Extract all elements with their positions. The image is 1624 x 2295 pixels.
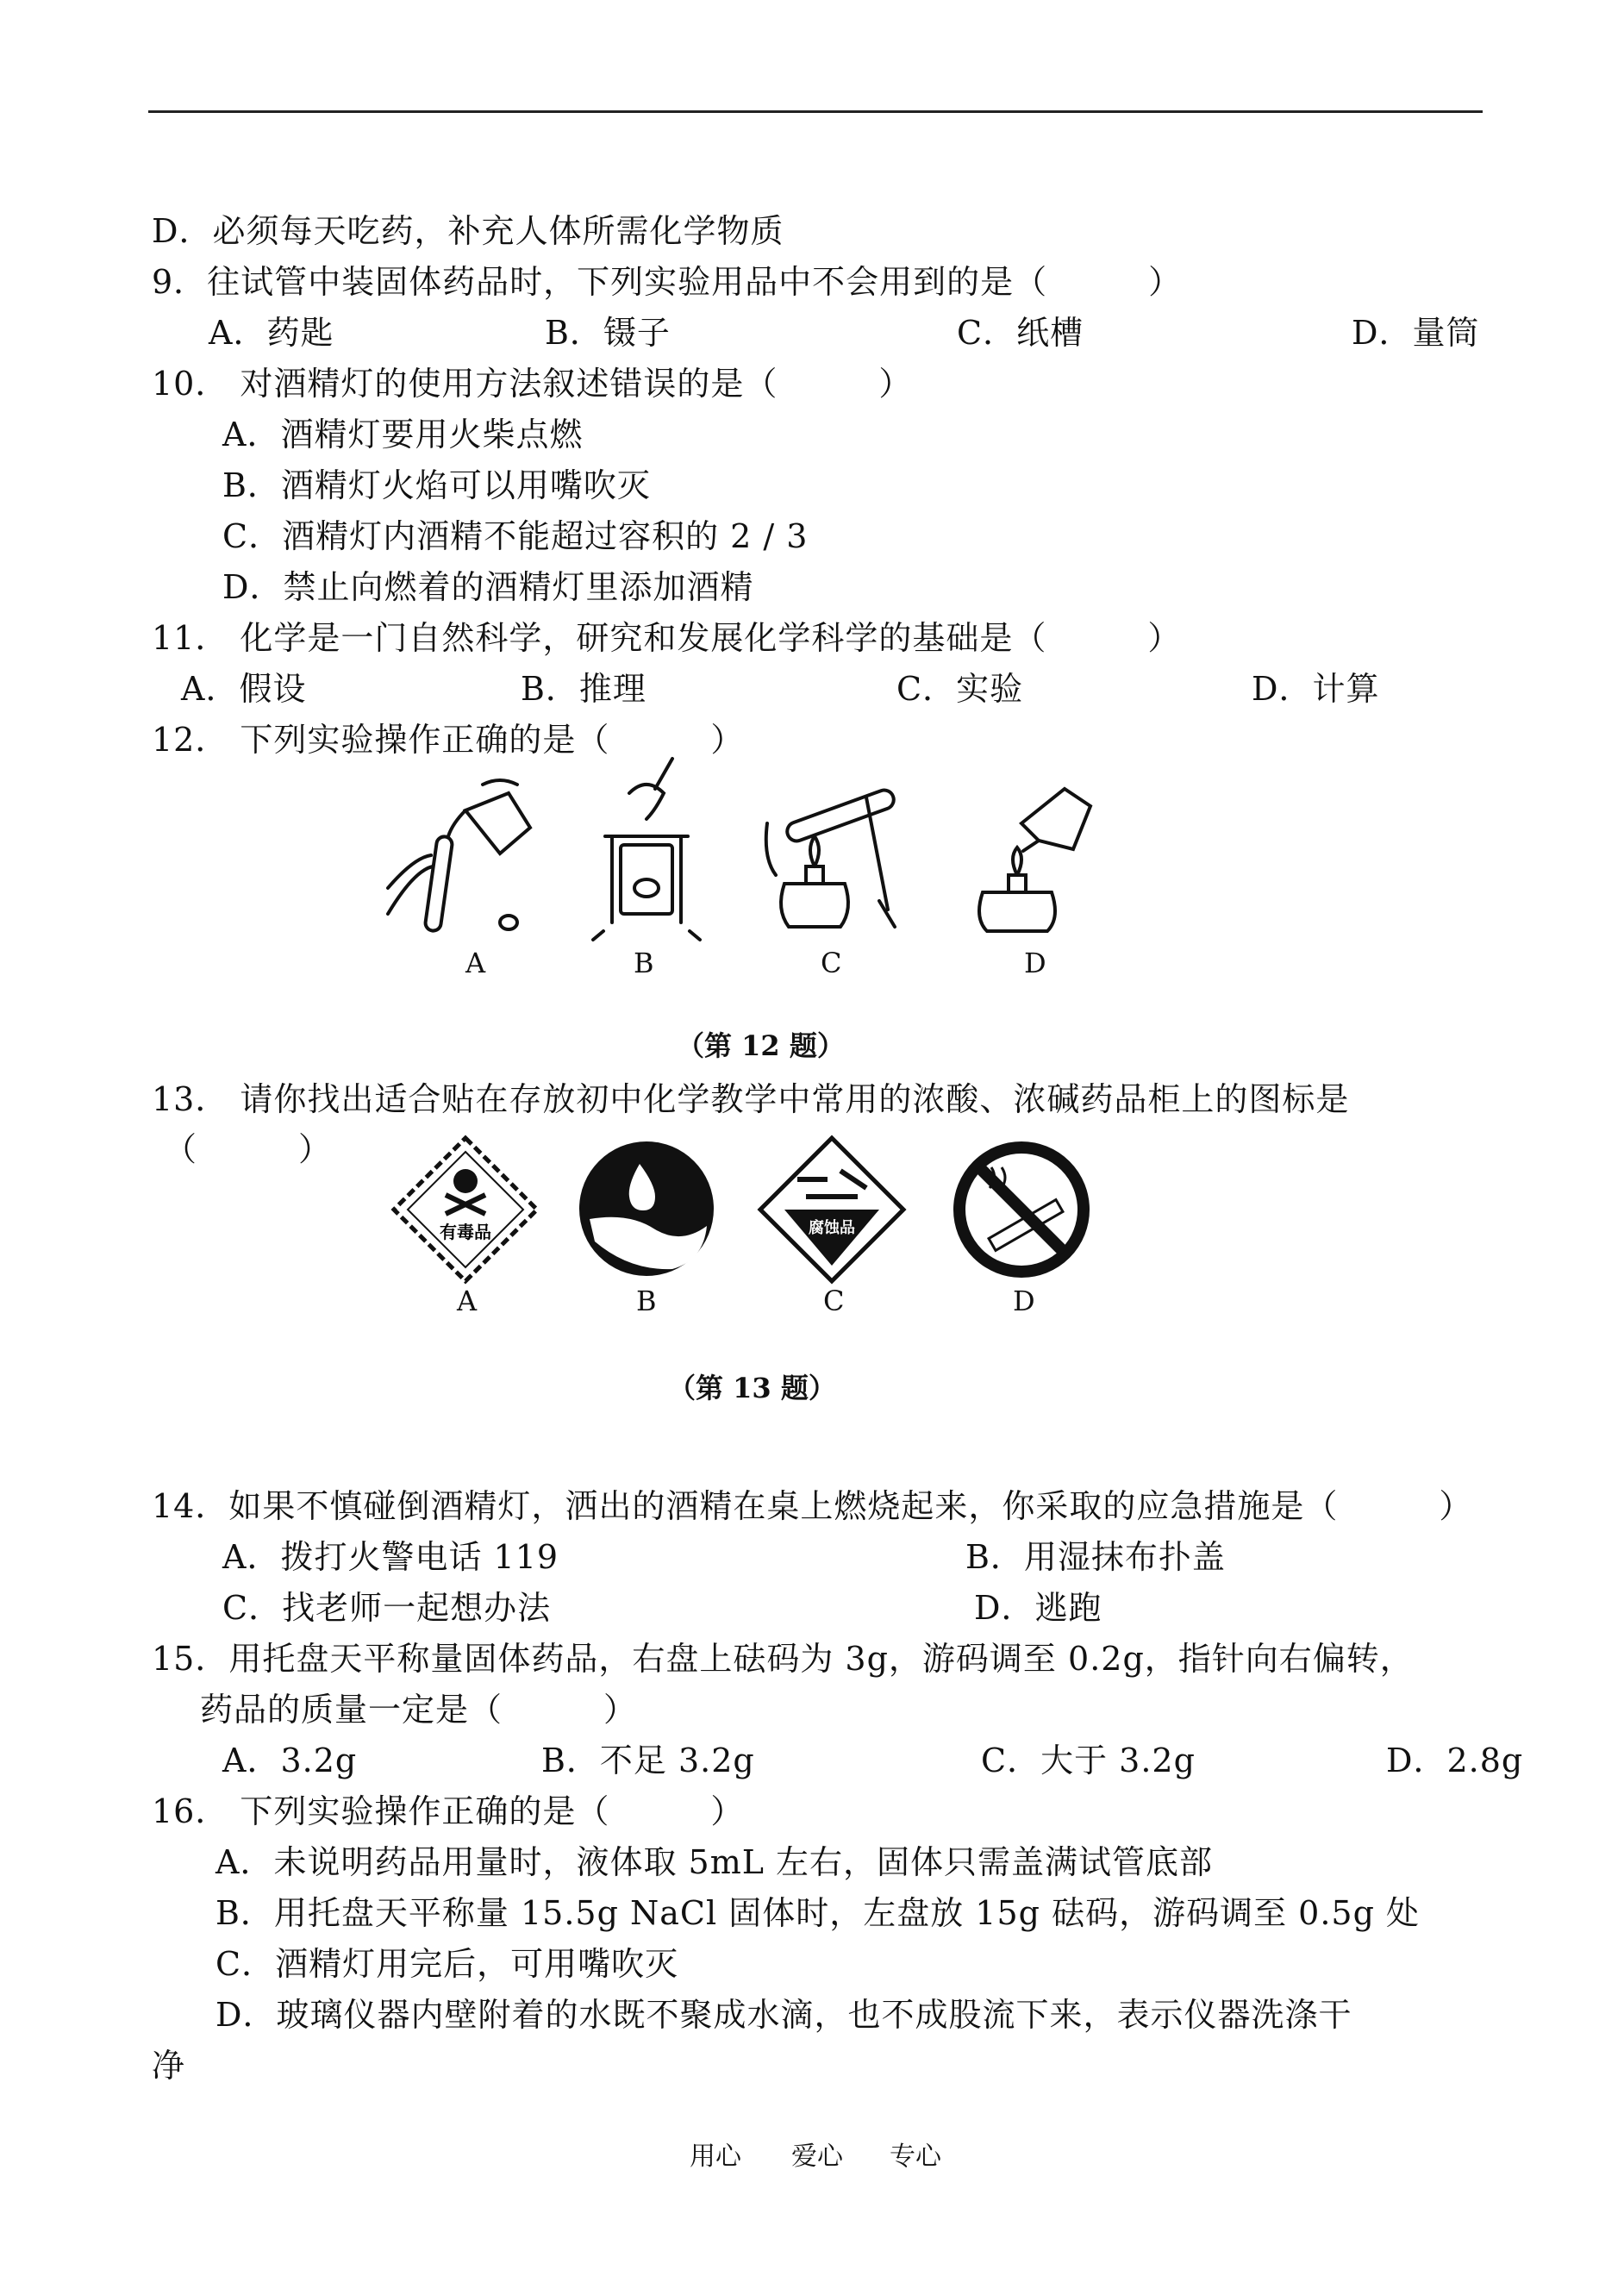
q15-stem: 15．用托盘天平称量固体药品，右盘上砝码为 3g，游码调至 0.2g，指针向右偏转， — [152, 1640, 1414, 1678]
q13-sign-b-water — [578, 1140, 715, 1278]
q13-stem: 13． 请你找出适合贴在存放初中化学教学中常用的浓酸、浓碱药品柜上的图标是 — [152, 1080, 1350, 1118]
q12-caption: （第 12 题） — [677, 1029, 845, 1062]
q9-stem: 9．往试管中装固体药品时，下列实验用品中不会用到的是（ ） — [152, 263, 1183, 301]
q16-option-a: A．未说明药品用量时，液体取 5mL 左右，固体只需盖满试管底部 — [215, 1843, 1214, 1881]
q15-option-a: A．3.2g — [222, 1742, 358, 1779]
q13-paren: （ ） — [164, 1130, 333, 1168]
q9-option-b: B．镊子 — [545, 314, 671, 352]
footer-right: 专心 — [890, 2142, 941, 2172]
q10-option-d: D．禁止向燃着的酒精灯里添加酒精 — [222, 568, 754, 606]
q14-option-c: C．找老师一起想办法 — [222, 1589, 552, 1627]
q10-stem: 10． 对酒精灯的使用方法叙述错误的是（ ） — [152, 365, 913, 403]
q13-sign-c-corrosive — [759, 1136, 905, 1283]
q15-option-d: D．2.8g — [1386, 1742, 1524, 1779]
q14-option-d: D．逃跑 — [974, 1589, 1102, 1627]
q12-figure-c — [759, 772, 914, 935]
q14-stem: 14．如果不慎碰倒酒精灯，洒出的酒精在桌上燃烧起来，你采取的应急措施是（ ） — [152, 1487, 1473, 1525]
q10-option-c: C．酒精灯内酒精不能超过容积的 2 / 3 — [222, 517, 809, 555]
q11-option-a: A．假设 — [181, 670, 307, 708]
q15-option-b: B．不足 3.2g — [541, 1742, 755, 1779]
q16-option-d: D．玻璃仪器内壁附着的水既不聚成水滴，也不成股流下来，表示仪器洗涤干 — [215, 1996, 1352, 2034]
q11-stem: 11． 化学是一门自然科学，研究和发展化学科学的基础是（ ） — [152, 619, 1182, 657]
q15-option-c: C．大于 3.2g — [981, 1742, 1196, 1779]
sign-c-text: 腐蚀品 — [809, 1219, 855, 1237]
q13-label-d: D — [1013, 1285, 1035, 1317]
q11-option-c: C．实验 — [896, 670, 1024, 708]
q13-sign-d-no-smoking — [948, 1136, 1095, 1283]
q16-option-c: C．酒精灯用完后，可用嘴吹灭 — [215, 1945, 679, 1983]
q9-option-d: D．量筒 — [1352, 314, 1480, 352]
q12-label-d: D — [1024, 947, 1046, 979]
q10-option-b: B．酒精灯火焰可以用嘴吹灭 — [222, 466, 651, 504]
q9-option-c: C．纸槽 — [957, 314, 1084, 352]
q13-label-b: B — [636, 1285, 657, 1317]
q13-sign-a-toxic — [392, 1136, 539, 1283]
q11-option-b: B．推理 — [521, 670, 646, 708]
q12-figure-a — [379, 776, 552, 940]
q12-figure-b — [586, 759, 707, 940]
q13-caption: （第 13 题） — [668, 1372, 836, 1404]
q13-label-a: A — [457, 1285, 478, 1317]
q13-label-c: C — [823, 1285, 845, 1317]
q16-stem: 16． 下列实验操作正确的是（ ） — [152, 1792, 745, 1830]
q10-option-a: A．酒精灯要用火柴点燃 — [222, 416, 584, 453]
footer-mid: 爱心 — [791, 2142, 843, 2172]
q15-stem-continued: 药品的质量一定是（ ） — [200, 1691, 638, 1729]
q9-option-a: A．药匙 — [209, 314, 334, 352]
q14-option-b: B．用湿抹布扑盖 — [965, 1538, 1226, 1576]
footer-left: 用心 — [690, 2142, 741, 2172]
q11-option-d: D．计算 — [1252, 670, 1380, 708]
q16-option-b: B．用托盘天平称量 15.5g NaCl 固体时，左盘放 15g 砝码，游码调至 0.5g 处 — [215, 1894, 1420, 1932]
q12-stem: 12． 下列实验操作正确的是（ ） — [152, 721, 745, 759]
header-rule — [148, 110, 1483, 113]
q14-option-a: A．拨打火警电话 119 — [222, 1538, 559, 1576]
sign-a-text: 有毒品 — [440, 1222, 491, 1242]
q12-label-c: C — [821, 947, 842, 979]
q12-label-a: A — [465, 947, 486, 979]
q12-figure-d — [970, 780, 1099, 935]
q16-option-d-continued: 净 — [152, 2047, 186, 2085]
q12-label-b: B — [634, 947, 654, 979]
q8-option-d: D．必须每天吃药，补充人体所需化学物质 — [152, 212, 784, 250]
